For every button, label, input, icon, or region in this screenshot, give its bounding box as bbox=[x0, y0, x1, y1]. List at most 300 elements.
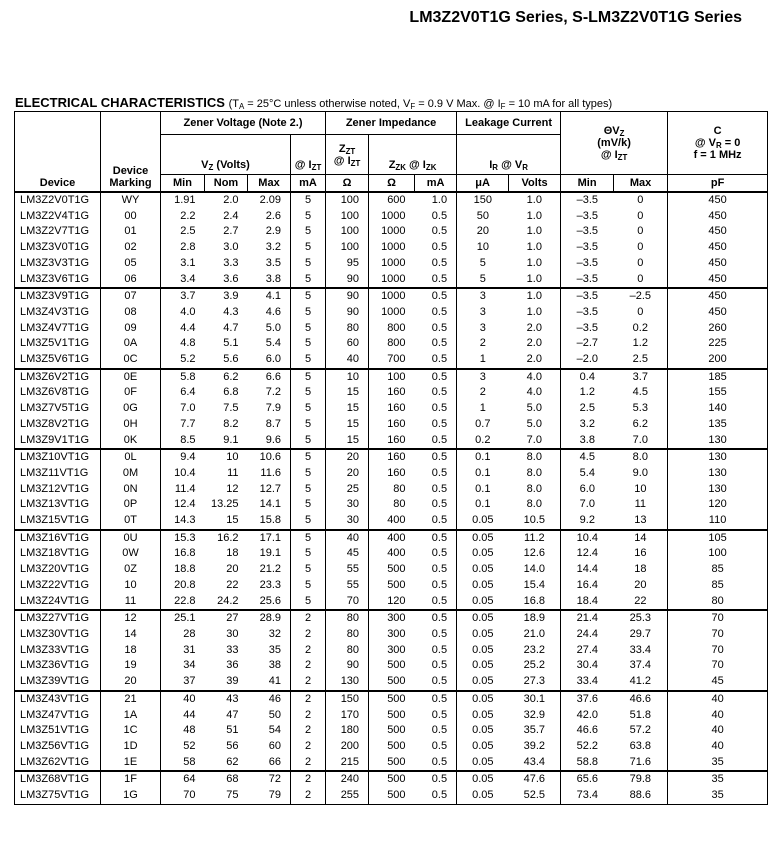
cell-vz-max: 11.6 bbox=[260, 466, 281, 479]
cell-device: LM3Z27VT1G bbox=[15, 610, 101, 627]
cell-ir: 0.1 bbox=[457, 497, 509, 513]
cell-izt: 5 bbox=[291, 594, 326, 611]
cell-ir: 150 bbox=[457, 192, 509, 209]
cell-theta-min: 12.4 bbox=[561, 546, 614, 562]
cell-marking: 10 bbox=[101, 578, 161, 594]
cell-ir: 0.05 bbox=[457, 513, 509, 530]
cell-izk: 0.5 bbox=[431, 547, 448, 560]
cell-izt: 2 bbox=[291, 691, 326, 708]
cell-theta-max: 1.2 bbox=[632, 337, 648, 350]
table-row bbox=[15, 272, 768, 289]
cell-vz-min: 6.4 bbox=[161, 385, 205, 401]
cell-vz-min: 3.4 bbox=[161, 272, 205, 289]
cell-ir: 5 bbox=[457, 256, 509, 272]
cell-vz-nom: 10 bbox=[205, 449, 248, 466]
cell-vz-nom: 24.2 bbox=[217, 594, 239, 607]
cell-vz-nom: 3.0 bbox=[223, 241, 239, 254]
table-row bbox=[15, 336, 768, 352]
table-row bbox=[15, 466, 768, 482]
cell-device: LM3Z3V6T1G bbox=[15, 272, 101, 289]
cell-marking: 02 bbox=[101, 240, 161, 256]
cell-ir: 3 bbox=[457, 288, 509, 305]
cell-capacitance: 200 bbox=[668, 352, 768, 369]
cell-device: LM3Z5V1T1G bbox=[15, 336, 101, 352]
cell-vr: 5.0 bbox=[526, 417, 542, 430]
table-row bbox=[15, 305, 768, 321]
cell-vz-min: 52 bbox=[161, 739, 205, 755]
cell-marking: 0A bbox=[101, 336, 161, 352]
cell-vz-min: 31 bbox=[161, 643, 205, 659]
cell-capacitance: 40 bbox=[668, 739, 768, 755]
cell-izk: 0.5 bbox=[431, 755, 448, 768]
cell-izt: 5 bbox=[291, 401, 326, 417]
table-row bbox=[15, 771, 768, 788]
cell-vr: 30.1 bbox=[509, 691, 561, 708]
header-zener-voltage: Zener Voltage (Note 2.) bbox=[161, 112, 326, 135]
cell-vz-min: 10.4 bbox=[161, 466, 205, 482]
cell-theta-max: 4.5 bbox=[632, 386, 648, 399]
cell-vz-min: 2.2 bbox=[161, 209, 205, 225]
cell-vz-nom: 62 bbox=[226, 755, 239, 768]
cell-theta-min: 27.4 bbox=[561, 643, 614, 659]
cell-capacitance: 225 bbox=[668, 336, 768, 352]
cell-marking: 11 bbox=[101, 594, 161, 611]
cell-izk: 0.5 bbox=[431, 305, 448, 318]
cell-theta-max: 13 bbox=[634, 514, 647, 527]
cell-vz-max: 3.8 bbox=[265, 272, 281, 285]
cell-vz-max: 38 bbox=[268, 659, 281, 672]
table-row bbox=[15, 369, 768, 386]
cell-capacitance: 85 bbox=[668, 562, 768, 578]
cell-zzt: 30 bbox=[326, 513, 369, 530]
cell-marking: 09 bbox=[101, 321, 161, 337]
cell-izt: 2 bbox=[291, 658, 326, 674]
unit-header-vz-min: Min bbox=[161, 175, 205, 193]
cell-ir: 0.05 bbox=[457, 594, 509, 611]
cell-zzt: 215 bbox=[326, 755, 369, 772]
cell-marking: 0N bbox=[101, 482, 161, 498]
cell-vr: 8.0 bbox=[509, 449, 561, 466]
cell-zzt: 15 bbox=[326, 417, 369, 433]
cell-capacitance: 40 bbox=[668, 708, 768, 724]
cell-zzt: 80 bbox=[326, 643, 369, 659]
cell-vz-max: 7.2 bbox=[265, 386, 281, 399]
cell-vz-min: 48 bbox=[161, 723, 205, 739]
cell-marking: 0U bbox=[101, 530, 161, 547]
cell-ir: 0.2 bbox=[457, 433, 509, 450]
cell-device: LM3Z15VT1G bbox=[15, 513, 101, 530]
cell-izk: 0.5 bbox=[431, 724, 448, 737]
cell-capacitance: 185 bbox=[668, 369, 768, 386]
cell-theta-max: 0 bbox=[637, 256, 644, 269]
cell-vr: 52.5 bbox=[509, 788, 561, 804]
cell-ir: 0.05 bbox=[457, 674, 509, 691]
unit-header-vz-nom: Nom bbox=[205, 175, 248, 193]
cell-device: LM3Z51VT1G bbox=[15, 723, 101, 739]
cell-vz-min: 16.8 bbox=[161, 546, 205, 562]
table-row bbox=[15, 658, 768, 674]
cell-ir: 0.1 bbox=[457, 449, 509, 466]
cell-theta-max: 46.6 bbox=[614, 691, 668, 708]
cell-izt: 5 bbox=[291, 562, 326, 578]
cell-capacitance: 450 bbox=[668, 209, 768, 225]
header-zzt: $Z_{ZT}$ @ $I_{ZT}$ bbox=[326, 135, 369, 175]
cell-device: LM3Z62VT1G bbox=[15, 755, 101, 772]
cell-vz-nom: 47 bbox=[226, 708, 239, 721]
cell-vz-min: 25.1 bbox=[161, 610, 205, 627]
cell-ir: 2 bbox=[457, 385, 509, 401]
cell-izk: 0.5 bbox=[431, 627, 448, 640]
cell-device: LM3Z12VT1G bbox=[15, 482, 101, 498]
cell-zzt: 10 bbox=[326, 369, 369, 386]
unit-header-theta-min: Min bbox=[561, 175, 614, 193]
cell-izk: 0.5 bbox=[415, 771, 457, 788]
table-row bbox=[15, 594, 768, 611]
table-row bbox=[15, 643, 768, 659]
cell-vz-min: 3.1 bbox=[161, 256, 205, 272]
cell-theta-min: 16.4 bbox=[561, 578, 614, 594]
cell-zzt: 80 bbox=[326, 321, 369, 337]
table-row bbox=[15, 449, 768, 466]
cell-theta-min: 58.8 bbox=[561, 755, 614, 772]
cell-izt: 5 bbox=[291, 417, 326, 433]
cell-vz-max: 60 bbox=[268, 739, 281, 752]
cell-device: LM3Z47VT1G bbox=[15, 708, 101, 724]
cell-device: LM3Z33VT1G bbox=[15, 643, 101, 659]
cell-marking: 21 bbox=[101, 691, 161, 708]
cell-izk: 0.5 bbox=[415, 610, 457, 627]
cell-vz-max: 54 bbox=[268, 724, 281, 737]
cell-izk: 0.5 bbox=[431, 563, 448, 576]
cell-vz-nom: 13.25 bbox=[210, 498, 239, 511]
cell-zzk: 160 bbox=[369, 401, 415, 417]
cell-zzt: 40 bbox=[326, 530, 369, 547]
cell-vz-nom: 18 bbox=[226, 547, 239, 560]
cell-zzk: 500 bbox=[369, 771, 415, 788]
cell-theta-max: 0 bbox=[637, 272, 644, 285]
header-zzk: $Z_{ZK}$ @ $I_{ZK}$ bbox=[369, 135, 457, 175]
cell-vr: 27.3 bbox=[523, 675, 546, 688]
cell-theta-min: 24.4 bbox=[561, 627, 614, 643]
cell-capacitance: 130 bbox=[668, 449, 768, 466]
cell-izt: 5 bbox=[291, 288, 326, 305]
cell-zzk: 80 bbox=[369, 497, 415, 513]
cell-theta-min: 33.4 bbox=[561, 674, 614, 691]
cell-vr: 8.0 bbox=[526, 482, 542, 495]
cell-vz-nom: 2.0 bbox=[205, 192, 248, 209]
cell-theta-min: 18.4 bbox=[561, 594, 614, 611]
table-row bbox=[15, 691, 768, 708]
unit-header-capacitance: pF bbox=[668, 175, 768, 193]
cell-device: LM3Z6V8T1G bbox=[15, 385, 101, 401]
cell-vz-min: 58 bbox=[161, 755, 205, 772]
cell-theta-min: 65.6 bbox=[561, 771, 614, 788]
cell-ir: 0.05 bbox=[457, 658, 509, 674]
cell-marking: 0F bbox=[101, 385, 161, 401]
cell-device: LM3Z68VT1G bbox=[15, 771, 101, 788]
cell-vz-nom: 3.9 bbox=[205, 288, 248, 305]
cell-zzt: 150 bbox=[326, 691, 369, 708]
cell-vz-max: 15.8 bbox=[259, 514, 281, 527]
cell-izt: 5 bbox=[291, 192, 326, 209]
header-device-marking: Device Marking bbox=[101, 112, 161, 193]
cell-izt: 5 bbox=[291, 305, 326, 321]
cell-marking: 1A bbox=[101, 708, 161, 724]
cell-ir: 0.05 bbox=[457, 610, 509, 627]
cell-theta-max: 16 bbox=[634, 547, 647, 560]
table-row bbox=[15, 788, 768, 804]
table-row bbox=[15, 352, 768, 369]
cell-zzk: 500 bbox=[369, 562, 415, 578]
cell-theta-max: 8.0 bbox=[614, 449, 668, 466]
cell-marking: 20 bbox=[101, 674, 161, 691]
cell-capacitance: 450 bbox=[668, 192, 768, 209]
cell-theta-max: 0 bbox=[637, 209, 644, 222]
cell-capacitance: 450 bbox=[668, 256, 768, 272]
cell-theta-min: 9.2 bbox=[561, 513, 614, 530]
cell-marking: 0H bbox=[101, 417, 161, 433]
cell-theta-min: –3.5 bbox=[561, 224, 614, 240]
cell-device: LM3Z24VT1G bbox=[15, 594, 101, 611]
cell-vz-max: 3.2 bbox=[265, 241, 281, 254]
cell-vr: 2.0 bbox=[526, 337, 542, 350]
cell-zzt: 30 bbox=[326, 497, 369, 513]
unit-header-theta-max: Max bbox=[614, 175, 668, 193]
cell-vz-min: 4.4 bbox=[161, 321, 205, 337]
cell-vz-max: 35 bbox=[268, 643, 281, 656]
cell-vz-min: 70 bbox=[161, 788, 205, 804]
cell-vz-max: 7.9 bbox=[265, 402, 281, 415]
cell-vr: 11.2 bbox=[509, 530, 561, 547]
cell-vz-min: 22.8 bbox=[161, 594, 205, 611]
cell-ir: 0.05 bbox=[457, 771, 509, 788]
cell-device: LM3Z43VT1G bbox=[15, 691, 101, 708]
cell-theta-max: 57.2 bbox=[629, 724, 652, 737]
cell-capacitance: 85 bbox=[668, 578, 768, 594]
cell-theta-min: 10.4 bbox=[561, 530, 614, 547]
cell-izk: 0.5 bbox=[431, 417, 448, 430]
cell-capacitance: 105 bbox=[668, 530, 768, 547]
cell-device: LM3Z18VT1G bbox=[15, 546, 101, 562]
cell-izt: 5 bbox=[291, 497, 326, 513]
cell-theta-min: 52.2 bbox=[561, 739, 614, 755]
cell-vz-nom: 4.3 bbox=[223, 305, 239, 318]
cell-ir: 3 bbox=[457, 305, 509, 321]
cell-marking: 1F bbox=[101, 771, 161, 788]
cell-vz-min: 3.7 bbox=[161, 288, 205, 305]
table-row bbox=[15, 240, 768, 256]
table-row bbox=[15, 739, 768, 755]
cell-izt: 5 bbox=[291, 546, 326, 562]
cell-vz-min: 34 bbox=[161, 658, 205, 674]
table-row bbox=[15, 578, 768, 594]
cell-marking: 01 bbox=[101, 224, 161, 240]
cell-capacitance: 35 bbox=[668, 755, 768, 772]
cell-theta-max: 37.4 bbox=[629, 659, 652, 672]
cell-vz-min: 5.2 bbox=[161, 352, 205, 369]
cell-vz-min: 11.4 bbox=[161, 482, 205, 498]
cell-zzk: 160 bbox=[369, 433, 415, 450]
cell-vz-max: 8.7 bbox=[265, 417, 281, 430]
cell-vz-max: 5.0 bbox=[265, 321, 281, 334]
cell-zzk: 500 bbox=[369, 708, 415, 724]
cell-zzk: 500 bbox=[369, 674, 415, 691]
cell-vz-min: 9.4 bbox=[161, 449, 205, 466]
cell-capacitance: 450 bbox=[668, 240, 768, 256]
cell-vr: 1.0 bbox=[509, 192, 561, 209]
cell-izk: 0.5 bbox=[431, 514, 448, 527]
cell-izk: 0.5 bbox=[415, 288, 457, 305]
cell-zzt: 100 bbox=[326, 192, 369, 209]
unit-header-ir: μA bbox=[457, 175, 509, 193]
cell-zzt: 80 bbox=[326, 627, 369, 643]
cell-zzk: 800 bbox=[369, 321, 415, 337]
header-theta-vz: $\Theta V_Z$ (mV/k) @ $I_{ZT}$ bbox=[561, 112, 668, 175]
cell-zzk: 1000 bbox=[369, 240, 415, 256]
cell-izk: 0.5 bbox=[431, 675, 448, 688]
cell-capacitance: 140 bbox=[668, 401, 768, 417]
cell-marking: 07 bbox=[101, 288, 161, 305]
cell-theta-min: 6.0 bbox=[561, 482, 614, 498]
cell-vr: 5.0 bbox=[526, 402, 542, 415]
cell-vz-max: 19.1 bbox=[259, 547, 281, 560]
cell-marking: 08 bbox=[101, 305, 161, 321]
cell-izt: 2 bbox=[291, 674, 326, 691]
cell-vr: 4.0 bbox=[509, 369, 561, 386]
cell-device: LM3Z39VT1G bbox=[15, 674, 101, 691]
cell-izt: 5 bbox=[291, 578, 326, 594]
cell-marking: 0E bbox=[101, 369, 161, 386]
cell-izt: 5 bbox=[291, 482, 326, 498]
cell-ir: 0.1 bbox=[457, 482, 509, 498]
cell-theta-max: 0 bbox=[637, 305, 644, 318]
cell-capacitance: 40 bbox=[668, 723, 768, 739]
cell-marking: 0T bbox=[101, 513, 161, 530]
unit-header-izt: mA bbox=[291, 175, 326, 193]
cell-marking: 0W bbox=[101, 546, 161, 562]
cell-izt: 5 bbox=[291, 321, 326, 337]
table-row bbox=[15, 513, 768, 530]
cell-marking: 0Z bbox=[101, 562, 161, 578]
cell-theta-max: 11 bbox=[634, 498, 647, 511]
cell-izk: 0.5 bbox=[431, 256, 448, 269]
cell-vz-nom: 51 bbox=[226, 724, 239, 737]
cell-theta-min: 14.4 bbox=[561, 562, 614, 578]
cell-zzt: 100 bbox=[326, 209, 369, 225]
cell-vr: 15.4 bbox=[523, 578, 546, 591]
cell-vz-max: 46 bbox=[248, 691, 291, 708]
table-row bbox=[15, 755, 768, 772]
cell-zzk: 1000 bbox=[369, 272, 415, 289]
cell-ir: 0.05 bbox=[457, 643, 509, 659]
cell-vr: 7.0 bbox=[526, 433, 542, 446]
cell-zzk: 500 bbox=[369, 691, 415, 708]
cell-theta-min: –3.5 bbox=[561, 305, 614, 321]
cell-izk: 0.5 bbox=[431, 337, 448, 350]
cell-zzk: 500 bbox=[369, 788, 415, 804]
cell-izk: 0.5 bbox=[431, 272, 448, 285]
cell-izt: 5 bbox=[291, 513, 326, 530]
cell-izt: 2 bbox=[291, 610, 326, 627]
cell-vz-nom: 9.1 bbox=[223, 433, 239, 446]
cell-device: LM3Z4V7T1G bbox=[15, 321, 101, 337]
table-row bbox=[15, 385, 768, 401]
cell-vz-nom: 2.7 bbox=[223, 225, 239, 238]
cell-zzk: 300 bbox=[369, 610, 415, 627]
cell-vz-nom: 11 bbox=[227, 466, 239, 479]
cell-vz-max: 66 bbox=[268, 755, 281, 768]
cell-izk: 0.5 bbox=[431, 433, 448, 446]
header-leakage-current: Leakage Current bbox=[457, 112, 561, 135]
cell-device: LM3Z7V5T1G bbox=[15, 401, 101, 417]
unit-header-izk: mA bbox=[415, 175, 457, 193]
cell-izk: 0.5 bbox=[431, 739, 448, 752]
cell-marking: 0K bbox=[101, 433, 161, 450]
cell-zzt: 25 bbox=[326, 482, 369, 498]
cell-capacitance: 450 bbox=[668, 272, 768, 289]
cell-vz-nom: 68 bbox=[205, 771, 248, 788]
table-row bbox=[15, 723, 768, 739]
cell-zzk: 100 bbox=[369, 369, 415, 386]
cell-vz-max: 17.1 bbox=[248, 530, 291, 547]
cell-vz-nom: 20 bbox=[226, 563, 239, 576]
cell-device: LM3Z20VT1G bbox=[15, 562, 101, 578]
cell-izt: 5 bbox=[291, 466, 326, 482]
cell-vz-nom: 8.2 bbox=[223, 417, 239, 430]
cell-vz-min: 15.3 bbox=[161, 530, 205, 547]
cell-vr: 1.0 bbox=[509, 288, 561, 305]
table-row bbox=[15, 401, 768, 417]
cell-theta-max: 71.6 bbox=[629, 755, 652, 768]
cell-vz-min: 1.91 bbox=[161, 192, 205, 209]
cell-capacitance: 110 bbox=[668, 513, 768, 530]
cell-ir: 3 bbox=[457, 369, 509, 386]
cell-izk: 0.5 bbox=[431, 321, 448, 334]
cell-zzk: 700 bbox=[369, 352, 415, 369]
cell-device: LM3Z2V0T1G bbox=[15, 192, 101, 209]
cell-theta-max: 10 bbox=[634, 482, 647, 495]
cell-marking: 0G bbox=[101, 401, 161, 417]
cell-capacitance: 70 bbox=[668, 627, 768, 643]
cell-zzt: 90 bbox=[326, 658, 369, 674]
cell-izt: 2 bbox=[291, 723, 326, 739]
cell-marking: 05 bbox=[101, 256, 161, 272]
cell-ir: 20 bbox=[457, 224, 509, 240]
cell-vr: 8.0 bbox=[526, 466, 542, 479]
cell-ir: 0.05 bbox=[457, 627, 509, 643]
cell-vr: 1.0 bbox=[526, 256, 542, 269]
cell-theta-max: 9.0 bbox=[632, 466, 648, 479]
cell-zzk: 1000 bbox=[369, 256, 415, 272]
cell-theta-min: –3.5 bbox=[561, 240, 614, 256]
cell-theta-max: 0 bbox=[637, 241, 644, 254]
cell-ir: 0.05 bbox=[457, 546, 509, 562]
cell-vz-max: 5.4 bbox=[265, 337, 281, 350]
cell-zzt: 55 bbox=[326, 562, 369, 578]
cell-theta-min: –3.5 bbox=[561, 288, 614, 305]
table-row bbox=[15, 497, 768, 513]
cell-vz-max: 6.6 bbox=[248, 369, 291, 386]
cell-izt: 5 bbox=[291, 336, 326, 352]
cell-zzk: 500 bbox=[369, 739, 415, 755]
cell-vr: 2.0 bbox=[526, 321, 542, 334]
cell-vz-max: 50 bbox=[268, 708, 281, 721]
cell-zzk: 500 bbox=[369, 578, 415, 594]
cell-zzt: 20 bbox=[326, 466, 369, 482]
cell-theta-max: 41.2 bbox=[629, 675, 652, 688]
cell-zzk: 160 bbox=[369, 417, 415, 433]
cell-vr: 14.0 bbox=[523, 563, 546, 576]
